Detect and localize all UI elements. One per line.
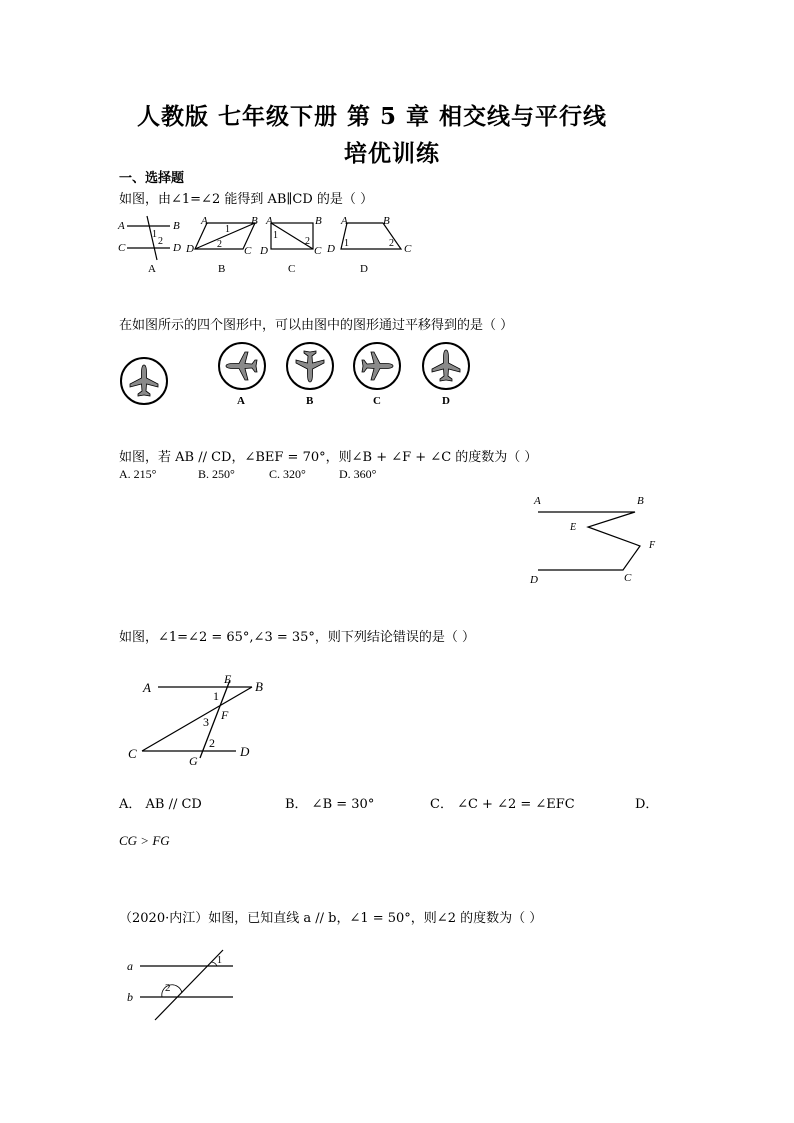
plane-option-d-icon bbox=[423, 343, 469, 389]
question-3-text: 如图，若 AB // CD，∠BEF = 70°，则∠B + ∠F + ∠C 的度数为（ ） bbox=[119, 450, 538, 465]
q1c-label-2: 2 bbox=[305, 236, 310, 247]
q1a-label-1: 1 bbox=[152, 229, 157, 240]
q3-label-A: A bbox=[534, 495, 541, 507]
question-4-figure bbox=[120, 670, 280, 780]
q1d-label-A: A bbox=[341, 215, 348, 227]
q3-choice-d: D. 360° bbox=[339, 467, 377, 481]
question-1-text-content: 如图，由∠1=∠2 能得到 AB∥CD 的是（ ） bbox=[119, 192, 374, 207]
q5-label-a: a bbox=[127, 959, 133, 973]
question-5-text: （2020·内江）如图，已知直线 a // b，∠1 = 50°，则∠2 的度数为（ ） bbox=[119, 911, 543, 926]
q3-label-D: D bbox=[530, 574, 538, 586]
q3-label-F: F bbox=[649, 540, 656, 551]
q1a-label-B: B bbox=[173, 220, 180, 232]
q5-label-b: b bbox=[127, 990, 133, 1004]
q1b-label-D: D bbox=[186, 243, 194, 255]
q4-choice-d: D． bbox=[635, 797, 659, 812]
q1-option-d: D bbox=[360, 263, 368, 275]
q4-choice-a: A． AB // CD bbox=[119, 797, 202, 812]
q4-label-A: A bbox=[143, 680, 151, 695]
q3-label-E: E bbox=[570, 522, 577, 533]
q1-figure-a bbox=[117, 216, 181, 260]
question-2-figures bbox=[115, 338, 475, 413]
q1d-label-1: 1 bbox=[344, 238, 349, 249]
q3-label-B: B bbox=[637, 495, 644, 507]
question-1-text bbox=[119, 188, 373, 207]
q1c-label-A: A bbox=[266, 215, 273, 227]
q3-choice-b: B. 250° bbox=[198, 467, 235, 481]
q1-option-b: B bbox=[218, 263, 226, 275]
q2-option-c: C bbox=[373, 395, 381, 407]
q2-option-a: A bbox=[237, 395, 245, 407]
section-heading: 一、选择题 bbox=[119, 171, 185, 186]
q4-label-C: C bbox=[128, 746, 137, 761]
question-5-figure bbox=[120, 948, 250, 1028]
q4-label-1: 1 bbox=[213, 689, 219, 703]
q3-choice-c: C. 320° bbox=[269, 467, 306, 481]
page-title: 人教版 七年级下册 第 5 章 相交线与平行线 bbox=[137, 103, 608, 130]
question-3-figure bbox=[525, 490, 675, 590]
q4-label-B: B bbox=[255, 679, 263, 694]
q5-label-2: 2 bbox=[165, 982, 171, 994]
plane-option-b-icon bbox=[287, 343, 333, 389]
q1-figure-c bbox=[259, 215, 322, 257]
q1b-label-A: A bbox=[201, 215, 208, 227]
q1a-label-D: D bbox=[173, 242, 181, 254]
q4-choice-b: B． ∠B = 30° bbox=[285, 797, 375, 812]
question-4-text: 如图，∠1=∠2 = 65°,∠3 = 35°，则下列结论错误的是（ ） bbox=[119, 630, 476, 645]
q1a-label-2: 2 bbox=[158, 236, 163, 247]
question-2-text: 在如图所示的四个图形中，可以由图中的图形通过平移得到的是（ ） bbox=[119, 318, 514, 333]
q4-label-2: 2 bbox=[209, 736, 215, 750]
q1c-label-B: B bbox=[315, 215, 322, 227]
q1-option-a: A bbox=[148, 263, 156, 275]
q5-label-1: 1 bbox=[217, 955, 222, 966]
q4-label-F: F bbox=[221, 708, 229, 722]
q1c-label-1: 1 bbox=[273, 230, 278, 241]
q1a-label-C: C bbox=[118, 242, 126, 254]
q1-figure-b bbox=[185, 215, 258, 257]
q1d-label-C: C bbox=[404, 243, 412, 255]
q4-choice-c: C． ∠C + ∠2 = ∠EFC bbox=[430, 797, 575, 812]
q1d-label-D: D bbox=[327, 243, 335, 255]
q4-label-3: 3 bbox=[203, 715, 209, 729]
plane-option-a-icon bbox=[219, 343, 265, 389]
q1-option-c: C bbox=[288, 263, 296, 275]
q3-label-C: C bbox=[624, 572, 632, 584]
q1b-label-C: C bbox=[244, 245, 252, 257]
q1d-label-B: B bbox=[383, 215, 390, 227]
q3-choice-a: A. 215° bbox=[119, 467, 157, 481]
q4-label-D: D bbox=[240, 744, 250, 759]
q1b-label-1: 1 bbox=[225, 224, 230, 235]
q1b-label-B: B bbox=[251, 215, 258, 227]
q1-figure-d bbox=[326, 215, 412, 255]
q4-label-G: G bbox=[189, 754, 198, 768]
q1c-label-D: D bbox=[260, 245, 268, 257]
q4-choice-d-content: CG > FG bbox=[119, 833, 170, 848]
original-plane-icon bbox=[121, 358, 167, 404]
q1b-label-2: 2 bbox=[217, 239, 222, 250]
page-subtitle: 培优训练 bbox=[344, 140, 440, 167]
q1a-label-A: A bbox=[118, 220, 125, 232]
q2-option-b: B bbox=[306, 395, 314, 407]
q4-label-E: E bbox=[224, 672, 232, 686]
question-1-figures bbox=[115, 212, 415, 282]
q2-option-d: D bbox=[442, 395, 450, 407]
q1d-label-2: 2 bbox=[389, 238, 394, 249]
plane-option-c-icon bbox=[354, 343, 400, 389]
q1c-label-C: C bbox=[314, 245, 322, 257]
